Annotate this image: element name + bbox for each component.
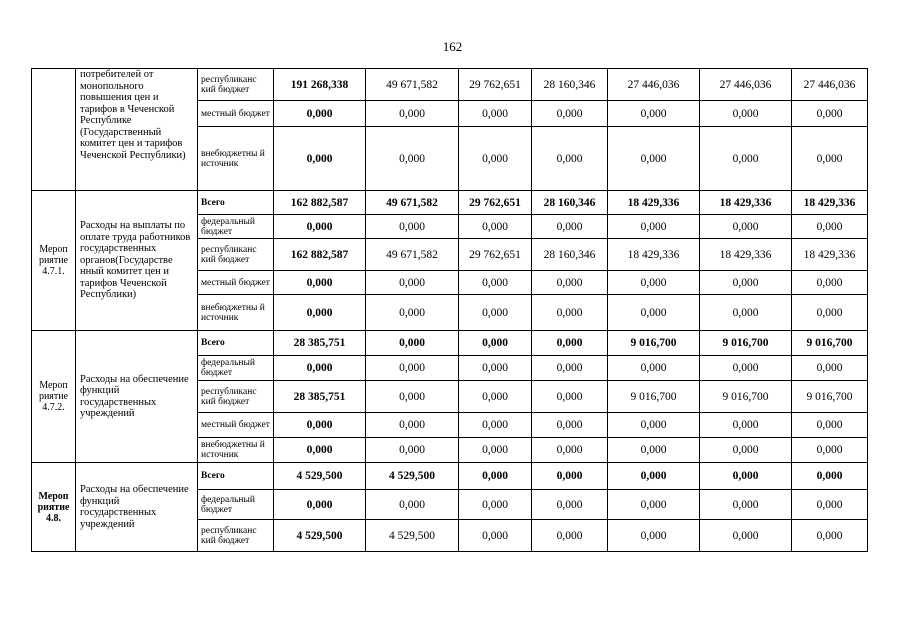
year-value-cell: 0,000 — [792, 520, 868, 552]
year-value-cell: 29 762,651 — [459, 191, 532, 215]
total-value-cell: 162 882,587 — [274, 191, 366, 215]
year-value-cell: 0,000 — [608, 438, 700, 463]
total-value-cell: 28 385,751 — [274, 381, 366, 413]
year-value-cell: 0,000 — [700, 520, 792, 552]
year-value-cell: 0,000 — [792, 271, 868, 295]
year-value-cell: 0,000 — [792, 438, 868, 463]
year-value-cell: 0,000 — [792, 463, 868, 490]
year-value-cell: 28 160,346 — [532, 239, 608, 271]
funding-source: республиканс кий бюджет — [198, 381, 274, 413]
funding-source: внебюджетны й источник — [198, 127, 274, 191]
year-value-cell: 18 429,336 — [700, 239, 792, 271]
table-row — [32, 191, 868, 215]
year-value-cell: 0,000 — [532, 381, 608, 413]
year-value-cell: 29 762,651 — [459, 239, 532, 271]
year-value-cell: 0,000 — [792, 101, 868, 127]
year-value-cell: 0,000 — [532, 438, 608, 463]
total-value-cell: 0,000 — [274, 271, 366, 295]
year-value-cell: 0,000 — [700, 490, 792, 520]
year-value-cell: 0,000 — [366, 271, 459, 295]
year-value-cell: 0,000 — [532, 356, 608, 381]
year-value-cell: 0,000 — [459, 215, 532, 239]
year-value-cell: 0,000 — [608, 101, 700, 127]
year-value-cell: 0,000 — [459, 271, 532, 295]
measure-description: Расходы на выплаты по оплате труда работников государственных органов(Государстве нный комитет цен и тарифов Чеченской Республики) — [76, 191, 198, 331]
year-value-cell: 0,000 — [532, 101, 608, 127]
funding-source: местный бюджет — [198, 101, 274, 127]
measure-code — [32, 69, 76, 191]
year-value-cell: 0,000 — [700, 271, 792, 295]
year-value-cell: 0,000 — [700, 413, 792, 438]
year-value-cell: 0,000 — [366, 413, 459, 438]
funding-source: местный бюджет — [198, 413, 274, 438]
year-value-cell: 0,000 — [532, 463, 608, 490]
year-value-cell: 0,000 — [459, 463, 532, 490]
total-value-cell: 4 529,500 — [274, 463, 366, 490]
year-value-cell: 0,000 — [792, 295, 868, 331]
year-value-cell: 0,000 — [532, 520, 608, 552]
year-value-cell: 0,000 — [700, 356, 792, 381]
year-value-cell: 0,000 — [459, 295, 532, 331]
total-value-cell: 191 268,338 — [274, 69, 366, 101]
year-value-cell: 0,000 — [700, 438, 792, 463]
total-value-cell: 0,000 — [274, 490, 366, 520]
year-value-cell: 0,000 — [459, 331, 532, 356]
year-value-cell: 18 429,336 — [608, 239, 700, 271]
year-value-cell: 0,000 — [792, 127, 868, 191]
year-value-cell: 0,000 — [608, 463, 700, 490]
year-value-cell: 9 016,700 — [700, 381, 792, 413]
year-value-cell: 0,000 — [608, 520, 700, 552]
year-value-cell: 18 429,336 — [792, 239, 868, 271]
year-value-cell: 0,000 — [459, 356, 532, 381]
table-row — [32, 69, 868, 101]
funding-source: федеральный бюджет — [198, 490, 274, 520]
year-value-cell: 0,000 — [366, 295, 459, 331]
table-row — [32, 331, 868, 356]
total-value-cell: 0,000 — [274, 101, 366, 127]
year-value-cell: 0,000 — [366, 356, 459, 381]
funding-source: республиканс кий бюджет — [198, 520, 274, 552]
year-value-cell: 0,000 — [366, 215, 459, 239]
year-value-cell: 0,000 — [459, 438, 532, 463]
funding-source: республиканс кий бюджет — [198, 69, 274, 101]
funding-source: федеральный бюджет — [198, 356, 274, 381]
year-value-cell: 0,000 — [366, 331, 459, 356]
measure-code: Мероп риятие 4.7.1. — [32, 191, 76, 331]
year-value-cell: 0,000 — [366, 438, 459, 463]
year-value-cell: 29 762,651 — [459, 69, 532, 101]
year-value-cell: 0,000 — [608, 127, 700, 191]
year-value-cell: 0,000 — [608, 271, 700, 295]
table-row — [32, 463, 868, 490]
year-value-cell: 28 160,346 — [532, 191, 608, 215]
year-value-cell: 0,000 — [792, 490, 868, 520]
year-value-cell: 0,000 — [366, 490, 459, 520]
funding-source: республиканс кий бюджет — [198, 239, 274, 271]
year-value-cell: 18 429,336 — [608, 191, 700, 215]
year-value-cell: 0,000 — [459, 381, 532, 413]
year-value-cell: 0,000 — [532, 215, 608, 239]
year-value-cell: 49 671,582 — [366, 191, 459, 215]
year-value-cell: 0,000 — [700, 215, 792, 239]
funding-source: федеральный бюджет — [198, 215, 274, 239]
year-value-cell: 0,000 — [459, 413, 532, 438]
year-value-cell: 18 429,336 — [700, 191, 792, 215]
year-value-cell: 0,000 — [792, 413, 868, 438]
total-value-cell: 0,000 — [274, 295, 366, 331]
year-value-cell: 0,000 — [532, 127, 608, 191]
total-value-cell: 0,000 — [274, 356, 366, 381]
year-value-cell: 0,000 — [532, 295, 608, 331]
measure-code: Мероп риятие 4.7.2. — [32, 331, 76, 463]
total-value-cell: 0,000 — [274, 215, 366, 239]
year-value-cell: 18 429,336 — [792, 191, 868, 215]
year-value-cell: 0,000 — [459, 127, 532, 191]
year-value-cell: 0,000 — [608, 215, 700, 239]
page-number: 162 — [442, 39, 463, 54]
total-value-cell: 28 385,751 — [274, 331, 366, 356]
total-value-cell: 0,000 — [274, 438, 366, 463]
year-value-cell: 0,000 — [366, 381, 459, 413]
measure-description: Расходы на обеспечение функций государственных учреждений — [76, 331, 198, 463]
year-value-cell: 0,000 — [366, 101, 459, 127]
year-value-cell: 9 016,700 — [700, 331, 792, 356]
year-value-cell: 9 016,700 — [792, 331, 868, 356]
year-value-cell: 0,000 — [608, 356, 700, 381]
year-value-cell: 0,000 — [532, 331, 608, 356]
measure-code: Мероп риятие 4.8. — [32, 463, 76, 552]
year-value-cell: 0,000 — [608, 295, 700, 331]
year-value-cell: 9 016,700 — [608, 331, 700, 356]
total-value-cell: 162 882,587 — [274, 239, 366, 271]
funding-source: внебюджетны й источник — [198, 438, 274, 463]
year-value-cell: 0,000 — [366, 127, 459, 191]
year-value-cell: 4 529,500 — [366, 520, 459, 552]
year-value-cell: 0,000 — [532, 271, 608, 295]
year-value-cell: 28 160,346 — [532, 69, 608, 101]
year-value-cell: 0,000 — [792, 215, 868, 239]
measure-description: Расходы на обеспечение функций государственных учреждений — [76, 463, 198, 552]
year-value-cell: 27 446,036 — [792, 69, 868, 101]
funding-source: местный бюджет — [198, 271, 274, 295]
year-value-cell: 0,000 — [700, 127, 792, 191]
year-value-cell: 0,000 — [700, 295, 792, 331]
year-value-cell: 0,000 — [792, 356, 868, 381]
year-value-cell: 0,000 — [532, 490, 608, 520]
funding-source: Всего — [198, 463, 274, 490]
year-value-cell: 0,000 — [532, 413, 608, 438]
year-value-cell: 9 016,700 — [608, 381, 700, 413]
year-value-cell: 0,000 — [459, 101, 532, 127]
total-value-cell: 0,000 — [274, 413, 366, 438]
year-value-cell: 49 671,582 — [366, 69, 459, 101]
year-value-cell: 0,000 — [459, 490, 532, 520]
year-value-cell: 9 016,700 — [792, 381, 868, 413]
year-value-cell: 0,000 — [608, 490, 700, 520]
year-value-cell: 4 529,500 — [366, 463, 459, 490]
total-value-cell: 4 529,500 — [274, 520, 366, 552]
year-value-cell: 27 446,036 — [608, 69, 700, 101]
year-value-cell: 0,000 — [700, 101, 792, 127]
funding-source: внебюджетны й источник — [198, 295, 274, 331]
funding-source: Всего — [198, 331, 274, 356]
budget-table — [31, 68, 868, 552]
year-value-cell: 0,000 — [459, 520, 532, 552]
year-value-cell: 27 446,036 — [700, 69, 792, 101]
year-value-cell: 0,000 — [700, 463, 792, 490]
measure-description: потребителей от монопольного повышения цен и тарифов в Чеченской Республике (Государственный комитет цен и тарифов Чеченской Республики) — [76, 69, 198, 191]
year-value-cell: 0,000 — [608, 413, 700, 438]
total-value-cell: 0,000 — [274, 127, 366, 191]
year-value-cell: 49 671,582 — [366, 239, 459, 271]
funding-source: Всего — [198, 191, 274, 215]
